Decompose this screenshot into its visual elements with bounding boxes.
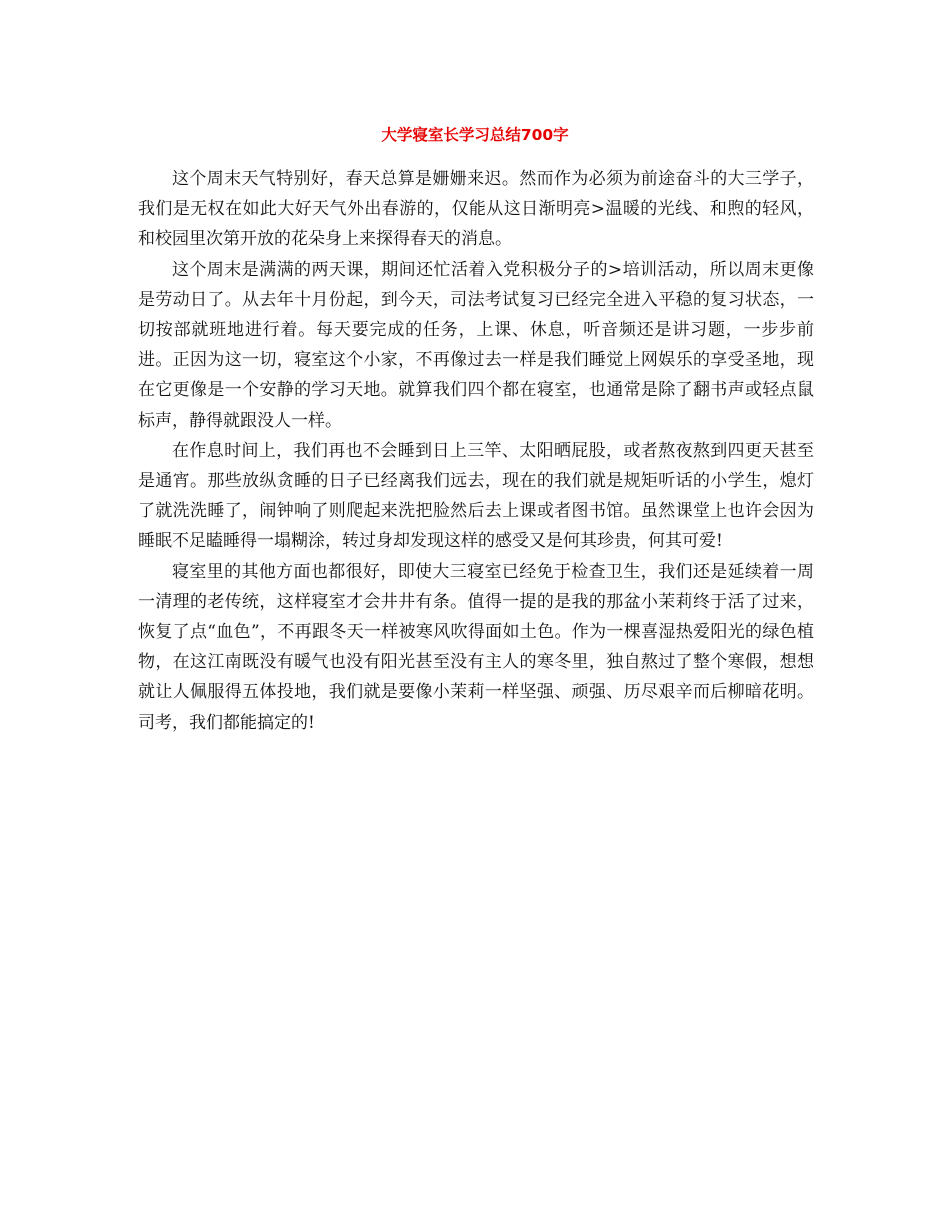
- paragraph-1: 这个周末天气特别好，春天总算是姗姗来迟。然而作为必须为前途奋斗的大三学子，我们是无权在如此大好天气外出春游的，仅能从这日渐明亮>温暖的光线、和煦的轻风，和校园里次第开放的花朵身上来探得春天的消息。: [138, 169, 814, 250]
- document-title: 大学寝室长学习总结700字: [381, 126, 569, 144]
- paragraph-3: 在作息时间上，我们再也不会睡到日上三竿、太阳晒屁股，或者熬夜熬到四更天甚至是通宵。那些放纵贪睡的日子已经离我们远去，现在的我们就是规矩听话的小学生，熄灯了就洗洗睡了，闹钟响了则爬起来洗把脸然后去上课或者图书馆。虽然课堂上也许会因为睡眠不足瞌睡得一塌糊涂，转过身却发现这样的感受又是何其珍贵，何其可爱!: [138, 440, 814, 552]
- paragraph-4: 寝室里的其他方面也都很好，即使大三寝室已经免于检查卫生，我们还是延续着一周一清理的老传统，这样寝室才会井井有条。值得一提的是我的那盆小茉莉终于活了过来，恢复了点“血色”，不再跟冬天一样被寒风吹得面如土色。作为一棵喜湿热爱阳光的绿色植物，在这江南既没有暖气也没有阳光甚至没有主人的寒冬里，独自熬过了整个寒假，想想就让人佩服得五体投地，我们就是要像小茉莉一样坚强、顽强、历尽艰辛而后柳暗花明。司考，我们都能搞定的!: [138, 561, 814, 733]
- paragraph-2: 这个周末是满满的两天课，期间还忙活着入党积极分子的>培训活动，所以周末更像是劳动日了。从去年十月份起，到今天，司法考试复习已经完全进入平稳的复习状态，一切按部就班地进行着。每天要完成的任务，上课、休息，听音频还是讲习题，一步步前进。正因为这一切，寝室这个小家，不再像过去一样是我们睡觉上网娱乐的享受圣地，现在它更像是一个安静的学习天地。就算我们四个都在寝室，也通常是除了翻书声或轻点鼠标声，静得就跟没人一样。: [138, 259, 814, 431]
- document-body: [138, 164, 814, 738]
